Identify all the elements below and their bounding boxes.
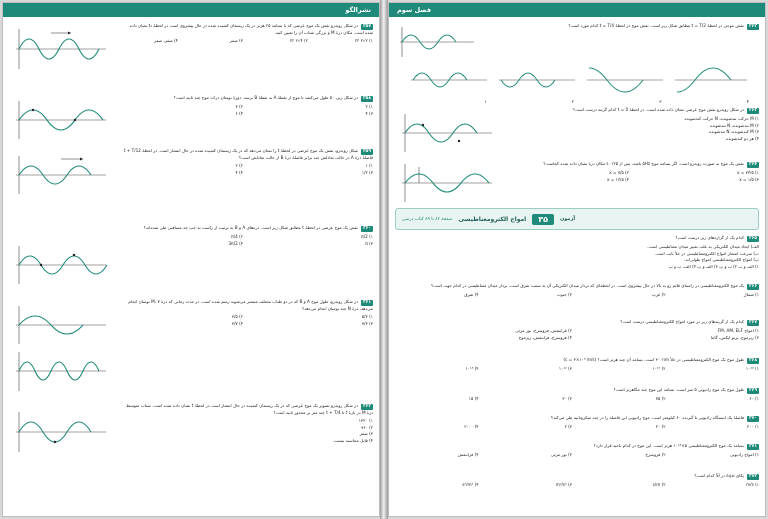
option-4[interactable]: ۴) هر دو کندشونده — [726, 135, 759, 141]
option-4[interactable]: ۴) قابل محاسبه نیست. — [332, 437, 373, 443]
option-3[interactable]: ۳) x = ۱/۵ — [739, 176, 759, 182]
option-3[interactable]: ۳) ۲ — [564, 424, 572, 430]
option-4[interactable]: ۴) ۴ — [235, 169, 243, 175]
option-3[interactable]: ۳) m²/s² — [555, 482, 572, 488]
option-4[interactable]: ۴) x = ۱/۲۵ — [606, 176, 629, 182]
option-2[interactable]: ۲) π/4 — [231, 234, 243, 240]
option-3[interactable]: ۳) صفر — [229, 38, 243, 44]
question-stem: بسامد یک موج الکترومغناطیسی ۵×۱۰¹⁴ هرتز است. این موج در کدام ناحیه قرار دارد؟ — [593, 443, 744, 448]
question-number: ۲۶۴ — [748, 162, 757, 167]
option-2[interactable]: ۲) ۷۵ — [655, 396, 666, 402]
option-2[interactable]: ۲) ۲۰ — [655, 424, 666, 430]
question-269 — [395, 387, 759, 403]
option-2[interactable]: ۲) M تندشونده، N تندشونده — [709, 122, 759, 128]
option-4[interactable]: ۴) ۱۰¹³ — [465, 366, 479, 372]
option-2[interactable]: ۲) ۱۰¹⁵ — [652, 366, 666, 372]
option-1[interactable]: ۱) ۲ — [365, 104, 373, 110]
statement-b: ب) سرعت انتشار امواج الکترومغناطیسی در خلأ ثابت است. — [654, 250, 759, 256]
question-263 — [509, 107, 759, 142]
question-stem: کدام یک از گزاره‌های زیر درست است؟ — [675, 235, 744, 240]
option-3[interactable]: ۳) ۴ — [365, 110, 373, 116]
right-page-header — [389, 3, 765, 17]
option-1[interactable]: ۱) M حرکت تندشونده، N حرکت کندشونده — [684, 116, 759, 122]
option-1[interactable]: ۱) ۲۰۰ — [747, 424, 759, 430]
option-2[interactable]: ۲) ۲ — [235, 163, 243, 169]
option-4[interactable]: ۴) صفر، صفر — [154, 38, 178, 44]
option-2[interactable]: ۲ — [571, 99, 574, 104]
question-stem: در شکل روبه‌رو تصویر یک موج عرضی که در یک ریسمان کشیده در حال انتشار است در لحظهٔ t نشان داده شده است. شتاب متوسط ذرهٔ M در بازهٔ t تا t + T/4 چند متر بر مجذور ثانیه است؟ — [126, 403, 373, 416]
option-2[interactable]: ۲) x = ۷/۵ — [609, 170, 629, 176]
banner-title: امواج الکترومغناطیسی — [458, 215, 527, 223]
option-1[interactable]: ۱) امواج FM، AM، ELF — [717, 328, 759, 334]
left-page — [2, 2, 380, 517]
option-4[interactable]: ۴) شرق — [464, 292, 479, 298]
question-number: ۲۶۰ — [362, 226, 371, 231]
answer-figures-262r — [409, 63, 749, 97]
option-2[interactable]: ۲) فروسرخ — [645, 452, 666, 458]
statement-a: الف) ایجاد میدان الکتریکی به علت تغییر میدان مغناطیسی است. — [647, 244, 759, 250]
option-1[interactable]: ۱) x = ۷/۲۵ — [736, 170, 759, 176]
question-number: ۲۶۸ — [748, 358, 757, 363]
option-4[interactable]: ۴) 3π/2 — [228, 240, 243, 246]
question-number: ۲۵۹ — [362, 149, 371, 154]
option-4[interactable]: ۴ — [746, 99, 749, 104]
question-257 — [123, 23, 373, 45]
option-1[interactable]: ۱) m/s — [746, 482, 759, 488]
question-stem: نقش یک موج به صورت روبه‌رو است. اگر بسامد موج ۵Hz باشد، پس از ۰/۲۵ s مکان ذرهٔ نشان داده شده کجاست؟ — [543, 161, 744, 166]
question-268 — [395, 357, 759, 373]
option-1[interactable]: ۱) ۲√۲ π² — [355, 38, 373, 44]
option-1[interactable]: ۱) π/2 — [361, 234, 373, 240]
wave-figure-259 — [11, 153, 111, 197]
option-3[interactable]: ۳) π — [365, 240, 373, 246]
question-259 — [123, 148, 373, 176]
option-1[interactable]: ۱ — [484, 99, 487, 104]
question-265 — [395, 235, 759, 270]
wave-figure-262 — [11, 408, 111, 456]
question-272 — [395, 473, 759, 489]
wave-figure-261 — [11, 303, 111, 395]
question-number: ۲۷۲ — [748, 474, 757, 479]
option-2[interactable]: ۲) ۳/۵ — [231, 314, 243, 320]
option-2[interactable]: ۲) s/m — [652, 482, 666, 488]
option-4[interactable]: ۴) ۲۰۰۰ — [464, 424, 479, 430]
question-261 — [123, 299, 373, 327]
statement-c: پ) امواج الکترومغناطیسی امواج طولی‌اند. — [684, 257, 759, 263]
option-4[interactable]: ۴) s²/m² — [462, 482, 479, 488]
left-header-title: نشرالگو — [345, 6, 371, 14]
option-1[interactable]: ۱) ۱ — [365, 163, 373, 169]
option-1[interactable]: ۱) ۶۰ — [749, 396, 759, 402]
book-gutter — [380, 0, 388, 519]
option-4[interactable]: ۴) ۱۵ — [468, 396, 479, 402]
question-number: ۲۶۷ — [748, 320, 757, 325]
question-number: ۲۶۵ — [748, 236, 757, 241]
question-number: ۲۶۳ — [748, 108, 757, 113]
option-2[interactable]: ۲) ۳ — [235, 104, 243, 110]
option-1[interactable]: ۱) ۱۰¹⁴ — [745, 366, 759, 372]
question-stem: در شکل روبه‌رو نقش یک موج عرضی که با بسامد ۲۵ هرتز در یک ریسمان کشیده شده در حال پیشروی است در لحظهٔ t₁ نشان داده شده است. مکان ذرهٔ M و بزرگی شتاب آن را تعیین کنید. — [129, 23, 373, 36]
question-number: ۲۶۶ — [748, 284, 757, 289]
option-3[interactable]: ۳) ۱/۲ — [361, 169, 373, 175]
test-banner — [395, 208, 759, 230]
question-number: ۲۶۲ — [748, 24, 757, 29]
question-stem: یکای ε₀μ₀ در SI کدام است؟ — [694, 473, 744, 478]
question-stem: نقش یک موج عرضی در لحظهٔ t مطابق شکل زیر است. ذره‌های A و B به ترتیب از راست به چپ چه مسافتی طی شده‌اند؟ — [143, 225, 358, 230]
banner-tag: آزمون — [560, 216, 576, 222]
option-2[interactable]: ۲) ۴√۲ π² — [290, 38, 308, 44]
question-stem: شکل روبه‌رو، نقش یک موج عرضی در لحظهٔ t را نشان می‌دهد که در یک ریسمان کشیده شده در حال انتشار است. در لحظهٔ t + T/12 فاصلهٔ ذرهٔ A در حالت تعادلش چند برابر فاصلهٔ ذرهٔ B از حالت تعادلش است؟ — [123, 148, 373, 161]
option-2[interactable]: ۲) ۹۶۰ — [361, 424, 373, 430]
question-266 — [395, 283, 759, 299]
option-3[interactable]: ۳) M کندشونده، N تندشونده — [709, 129, 759, 135]
option-1[interactable]: ۱) شمال — [743, 292, 759, 298]
wave-figure-264 — [397, 161, 497, 205]
question-stem: طول موج یک موج رادیویی ۵ متر است. بسامد این موج چند مگاهرتز است؟ — [613, 387, 744, 392]
question-260 — [123, 225, 373, 247]
question-number: ۲۵۸ — [362, 96, 371, 101]
options-262r — [409, 99, 749, 106]
wave-figure-257 — [11, 25, 111, 73]
option-3[interactable]: ۳) ۱۰¹² — [558, 366, 572, 372]
question-stem: در شکل روبه‌رو نقش موج عرضی نشان داده شده است. در لحظهٔ t = 0 کدام گزینه درست است؟ — [572, 107, 744, 112]
question-stem: کدام یک از گزینه‌های زیر در مورد امواج الکترومغناطیسی درست است؟ — [620, 319, 744, 324]
option-2[interactable]: ۲) فرابنفش، فروسرخ، نور مرئی — [515, 328, 572, 334]
option-4[interactable]: ۴) فرابنفش — [457, 452, 479, 458]
question-number: ۲۵۷ — [362, 24, 371, 29]
wave-figure-262r — [397, 25, 477, 59]
question-stem: نقش موجی در لحظهٔ t = T/2 مطابق شکل زیر است. نقش موج در لحظهٔ t = T/4 کدام مورد است؟ — [568, 23, 744, 28]
question-number: ۲۷۰ — [748, 416, 757, 421]
question-stem: در شکل روبه‌رو، طول موج A و B که در دو طناب مختلف منتشر می‌شوند رسم شده است. در مدت زمانی که ذرهٔ M، ۷ نوسان انجام می‌دهد، ذرهٔ N چند نوسان انجام می‌دهد؟ — [128, 299, 373, 312]
question-stem: فاصلهٔ یک ایستگاه رادیویی تا گیرنده ۶۰ کیلومتر است. موج رادیویی این فاصله را در چند میکروثانیه طی می‌کند؟ — [550, 415, 744, 420]
option-1[interactable]: ۱) امواج رادیویی — [729, 452, 759, 458]
right-page — [388, 2, 766, 517]
wave-figure-260 — [11, 243, 111, 287]
option-4[interactable]: ۴) ۳/۷ — [231, 320, 243, 326]
option-3[interactable]: ۳) جنوب — [556, 292, 572, 298]
option-3[interactable]: ۳) ۳۰ — [562, 396, 572, 402]
option-3[interactable]: ۳) ۷/۳ — [361, 320, 373, 326]
wave-figure-258 — [11, 98, 111, 142]
wave-figure-263 — [397, 111, 497, 155]
question-stem: طول موج یک موج الکترومغناطیسی در خلأ ۳۰۰nm است. بسامد آن چند هرتز است؟ (c = ۳×۱۰⁸ m/s) — [563, 357, 744, 362]
option-3[interactable]: ۳) نور مرئی — [550, 452, 572, 458]
question-number: ۲۶۲ — [362, 404, 371, 409]
question-number: ۲۷۱ — [748, 444, 757, 449]
banner-subtitle: صفحهٔ ۸۲ تا ۸۹ کتاب درسی — [402, 216, 453, 222]
question-258 — [123, 95, 373, 117]
question-stem: یک موج الکترومغناطیسی در راستای قائم رو به بالا در حال پیشروی است. در لحظه‌ای که بردار میدان الکتریکی آن به سمت شرق است، بردار میدان مغناطیسی در کدام جهت است؟ — [430, 283, 744, 288]
banner-number: ۳۵ — [532, 214, 554, 225]
answer-options[interactable]: ۱) الف و ب ۲) ب و پ ۳) الف و پ ۴) الف، ب و پ — [668, 263, 759, 269]
question-270 — [395, 415, 759, 431]
question-267 — [395, 319, 759, 341]
option-1[interactable]: ۱) ۱۳۲۰ — [358, 418, 373, 424]
question-262 — [123, 403, 373, 444]
question-271 — [395, 443, 759, 459]
option-4[interactable]: ۴) فروسرخ، فرابنفش، ریزموج — [518, 334, 572, 340]
option-3[interactable]: ۳) صفر — [359, 431, 373, 437]
option-3[interactable]: ۳) ریزموج، پرتو ایکس، گاما — [710, 334, 759, 340]
option-2[interactable]: ۲) غرب — [651, 292, 666, 298]
question-number: ۲۶۹ — [748, 388, 757, 393]
right-header-title: فصل سوم — [397, 6, 431, 14]
option-3[interactable]: ۳ — [659, 99, 662, 104]
question-264 — [509, 161, 759, 183]
option-1[interactable]: ۱) ۵/۳ — [361, 314, 373, 320]
question-stem: در شکل زیر، ۵۰ طول می‌کشد تا موج از نقطهٔ A به نقطهٔ B برسد. دورهٔ نوسان ذرات موج چند ثانیه است؟ — [173, 95, 358, 100]
left-page-header — [3, 3, 379, 17]
option-4[interactable]: ۴) ۶ — [235, 110, 243, 116]
question-number: ۲۶۱ — [362, 300, 371, 305]
